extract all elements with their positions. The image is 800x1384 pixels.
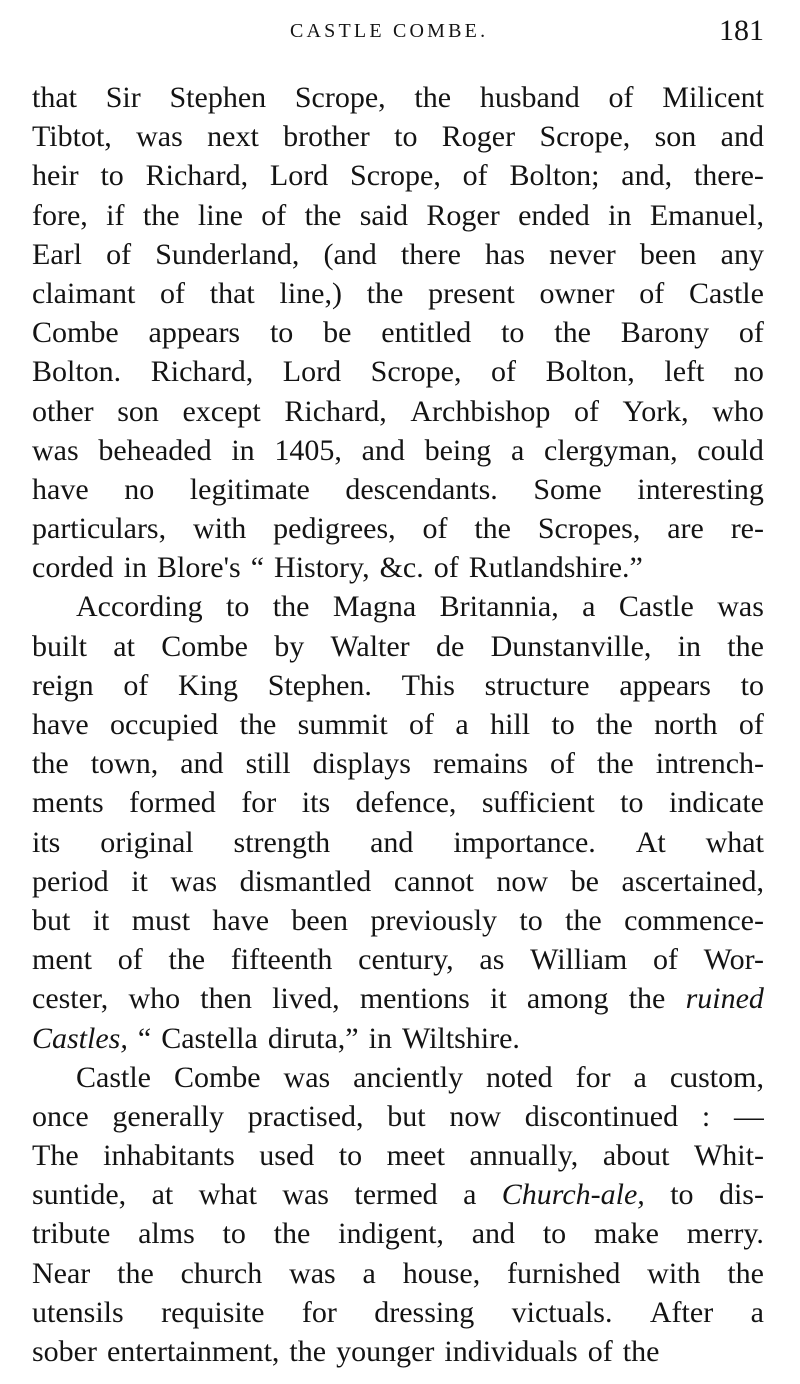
- paragraph: [32, 1058, 764, 1372]
- text-line: built at Combe by Walter de Dunstanville, in the: [32, 629, 764, 663]
- text-line: particulars, with pedigrees, of the Scropes, are re-: [32, 512, 764, 546]
- text-line: sober entertainment, the younger individuals of the: [32, 1335, 660, 1368]
- text-line: tribute alms to the indigent, and to make merry.: [32, 1217, 764, 1251]
- page-number: 181: [719, 14, 764, 47]
- text-line: was beheaded in 1405, and being a clergyman, could: [32, 433, 764, 467]
- text-line: cester, who then lived, mentions it among the ruined: [32, 982, 764, 1016]
- text-line: heir to Richard, Lord Scrope, of Bolton; and, there-: [32, 159, 764, 193]
- text-line: The inhabitants used to meet annually, about Whit-: [32, 1139, 764, 1173]
- text-line: utensils requisite for dressing victuals. After a: [32, 1295, 764, 1329]
- text-line: Combe appears to be entitled to the Barony of: [32, 316, 764, 350]
- text-line: have occupied the summit of a hill to the north of: [32, 708, 764, 741]
- text-line: According to the Magna Britannia, a Castle was: [76, 590, 764, 624]
- text-line: corded in Blore's “ History, &c. of Rutlandshire.”: [32, 551, 643, 585]
- running-title: CASTLE COMBE.: [290, 20, 489, 42]
- text-line: ments formed for its defence, sufficient to indicate: [32, 786, 764, 820]
- paragraph: [32, 587, 764, 1057]
- text-line: suntide, at what was termed a Church-ale, to dis-: [32, 1178, 764, 1212]
- text-line: fore, if the line of the said Roger ended in Emanuel,: [32, 198, 764, 232]
- text-line: ment of the fifteenth century, as William of Wor-: [32, 943, 764, 977]
- text-line: Castle Combe was anciently noted for a custom,: [76, 1060, 764, 1094]
- text-line: the town, and still displays remains of the intrench-: [32, 747, 764, 781]
- text-line: Castles, “ Castella diruta,” in Wiltshire.: [32, 1021, 520, 1055]
- paragraph: [32, 78, 764, 587]
- text-line: other son except Richard, Archbishop of York, who: [32, 394, 764, 428]
- text-line: period it was dismantled cannot now be ascertained,: [32, 864, 764, 898]
- text-line: Near the church was a house, furnished with the: [32, 1256, 764, 1290]
- text-line: Tibtot, was next brother to Roger Scrope, son and: [32, 120, 764, 154]
- running-header: [0, 14, 800, 54]
- text-line: have no legitimate descendants. Some interesting: [32, 472, 764, 506]
- body-text: [32, 78, 764, 1371]
- text-line: its original strength and importance. At what: [32, 825, 764, 859]
- text-line: Earl of Sunderland, (and there has never been any: [32, 237, 764, 271]
- text-line: Bolton. Richard, Lord Scrope, of Bolton, left no: [32, 355, 764, 389]
- text-line: claimant of that line,) the present owner of Castle: [32, 276, 764, 310]
- text-line: once generally practised, but now discontinued : —: [32, 1099, 764, 1133]
- text-line: but it must have been previously to the commence-: [32, 903, 764, 937]
- text-line: that Sir Stephen Scrope, the husband of Milicent: [32, 81, 764, 114]
- text-line: reign of King Stephen. This structure appears to: [32, 668, 764, 702]
